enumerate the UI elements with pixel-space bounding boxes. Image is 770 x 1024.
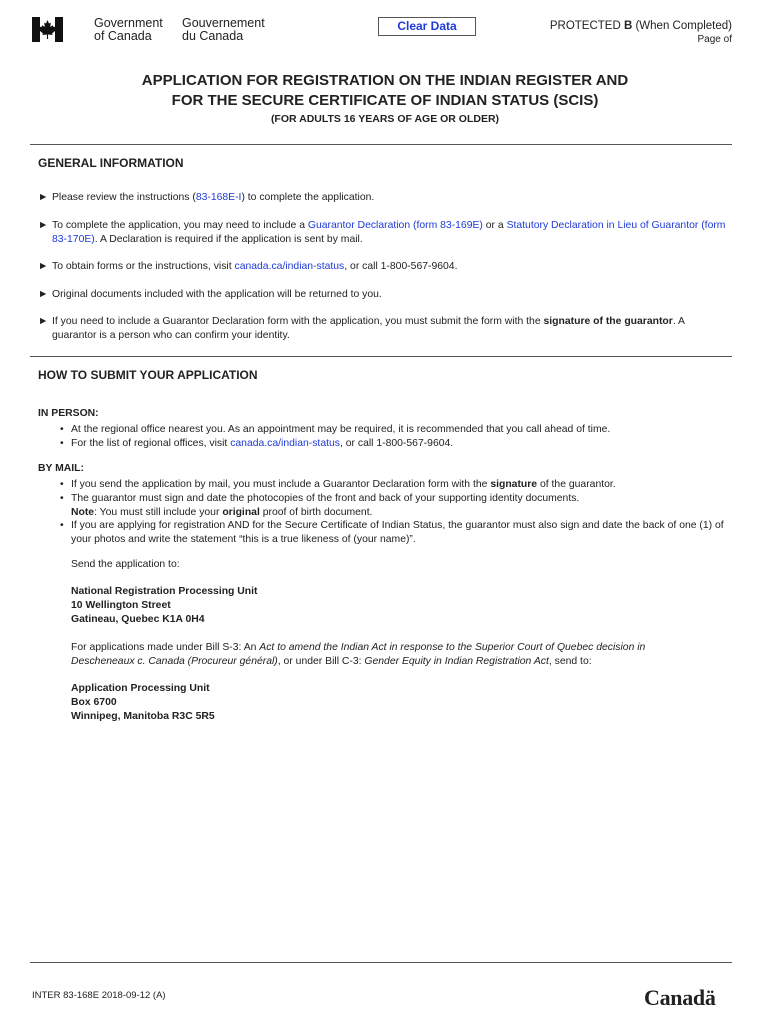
- send-to-label: Send the application to:: [71, 559, 180, 570]
- by-mail-item-2: • The guarantor must sign and date the photocopies of the front and back of your supporting identity documents. Note: You must still include your original proof of birth document.: [60, 493, 580, 518]
- form-subtitle: (FOR ADULTS 16 YEARS OF AGE OR OLDER): [270, 113, 500, 125]
- address-1: National Registration Processing Unit 10 Wellington Street Gatineau, Quebec K1A 0H4: [71, 586, 258, 625]
- in-person-item-2: • For the list of regional offices, visit canada.ca/indian-status, or call 1-800-567-9604.: [60, 438, 454, 449]
- in-person-item-1: • At the regional office nearest you. As an appointment may be required, it is recommended that you call ahead of time.: [60, 424, 611, 435]
- divider: [30, 356, 732, 357]
- regional-offices-link[interactable]: canada.ca/indian-status: [230, 438, 340, 449]
- address-2: Application Processing Unit Box 6700 Winnipeg, Manitoba R3C 5R5: [71, 683, 215, 722]
- general-item-2: ► To complete the application, you may need to include a Guarantor Declaration (form 83-169E) or a Statutory Declaration in Lieu of Guarantor (form 83-170E). A Declaration is required if the application is sent by mail.: [38, 220, 726, 245]
- arrow-icon: ►: [38, 261, 49, 272]
- arrow-icon: ►: [38, 220, 49, 231]
- bill-paragraph: For applications made under Bill S-3: An Act to amend the Indian Act in response to the Superior Court of Quebec decision in Descheneaux c. Canada (Procureur général), or under Bill C-3: Gender Equity in Indian Registration Act, send to:: [71, 642, 646, 667]
- form-id: INTER 83-168E 2018-09-12 (A): [32, 990, 166, 1001]
- gouvernement-du-canada-fr: Gouvernement du Canada: [182, 16, 265, 43]
- form-title-line1: APPLICATION FOR REGISTRATION ON THE INDIAN REGISTER AND: [141, 72, 629, 89]
- general-item-4: ► Original documents included with the application will be returned to you.: [38, 289, 382, 300]
- in-person-heading: IN PERSON:: [38, 408, 99, 419]
- clear-data-button[interactable]: Clear Data: [378, 17, 476, 36]
- general-item-3: ► To obtain forms or the instructions, visit canada.ca/indian-status, or call 1-800-567-9604.: [38, 261, 458, 272]
- canada-wordmark-logo: Canadä: [644, 985, 716, 1010]
- arrow-icon: ►: [38, 192, 49, 203]
- general-item-5: ► If you need to include a Guarantor Declaration form with the application, you must submit the form with the signature of the guarantor. A guarantor is a person who can confirm your identity.: [38, 316, 685, 341]
- form-title-line2: FOR THE SECURE CERTIFICATE OF INDIAN STATUS (SCIS): [171, 92, 599, 109]
- page-number: Page of: [697, 34, 732, 45]
- how-to-submit-heading: HOW TO SUBMIT YOUR APPLICATION: [38, 368, 258, 382]
- by-mail-item-3: • If you are applying for registration AND for the Secure Certificate of Indian Status, the guarantor must also sign and date the back of one (1) of your photos and write the statement “this is a true likeness of (your name)”.: [60, 520, 724, 545]
- government-of-canada-en: Government of Canada: [94, 16, 163, 43]
- arrow-icon: ►: [38, 289, 49, 300]
- by-mail-heading: BY MAIL:: [38, 463, 84, 474]
- canada-flag-icon: [32, 17, 63, 42]
- statutory-declaration-link[interactable]: Statutory Declaration in Lieu of Guarantor (form 83-170E): [52, 220, 726, 245]
- divider: [30, 144, 732, 145]
- protected-label: PROTECTED B (When Completed) Page of: [549, 20, 732, 45]
- indian-status-link[interactable]: canada.ca/indian-status: [234, 261, 345, 272]
- footer-divider: [30, 962, 732, 963]
- instructions-link[interactable]: 83-168E-I: [195, 192, 242, 203]
- guarantor-declaration-link[interactable]: Guarantor Declaration (form 83-169E): [307, 220, 483, 231]
- by-mail-item-1: • If you send the application by mail, you must include a Guarantor Declaration form with the signature of the guarantor.: [60, 479, 616, 490]
- arrow-icon: ►: [38, 316, 49, 327]
- general-item-1: ► Please review the instructions (83-168E-I) to complete the application.: [38, 192, 375, 203]
- general-information-heading: GENERAL INFORMATION: [38, 156, 184, 170]
